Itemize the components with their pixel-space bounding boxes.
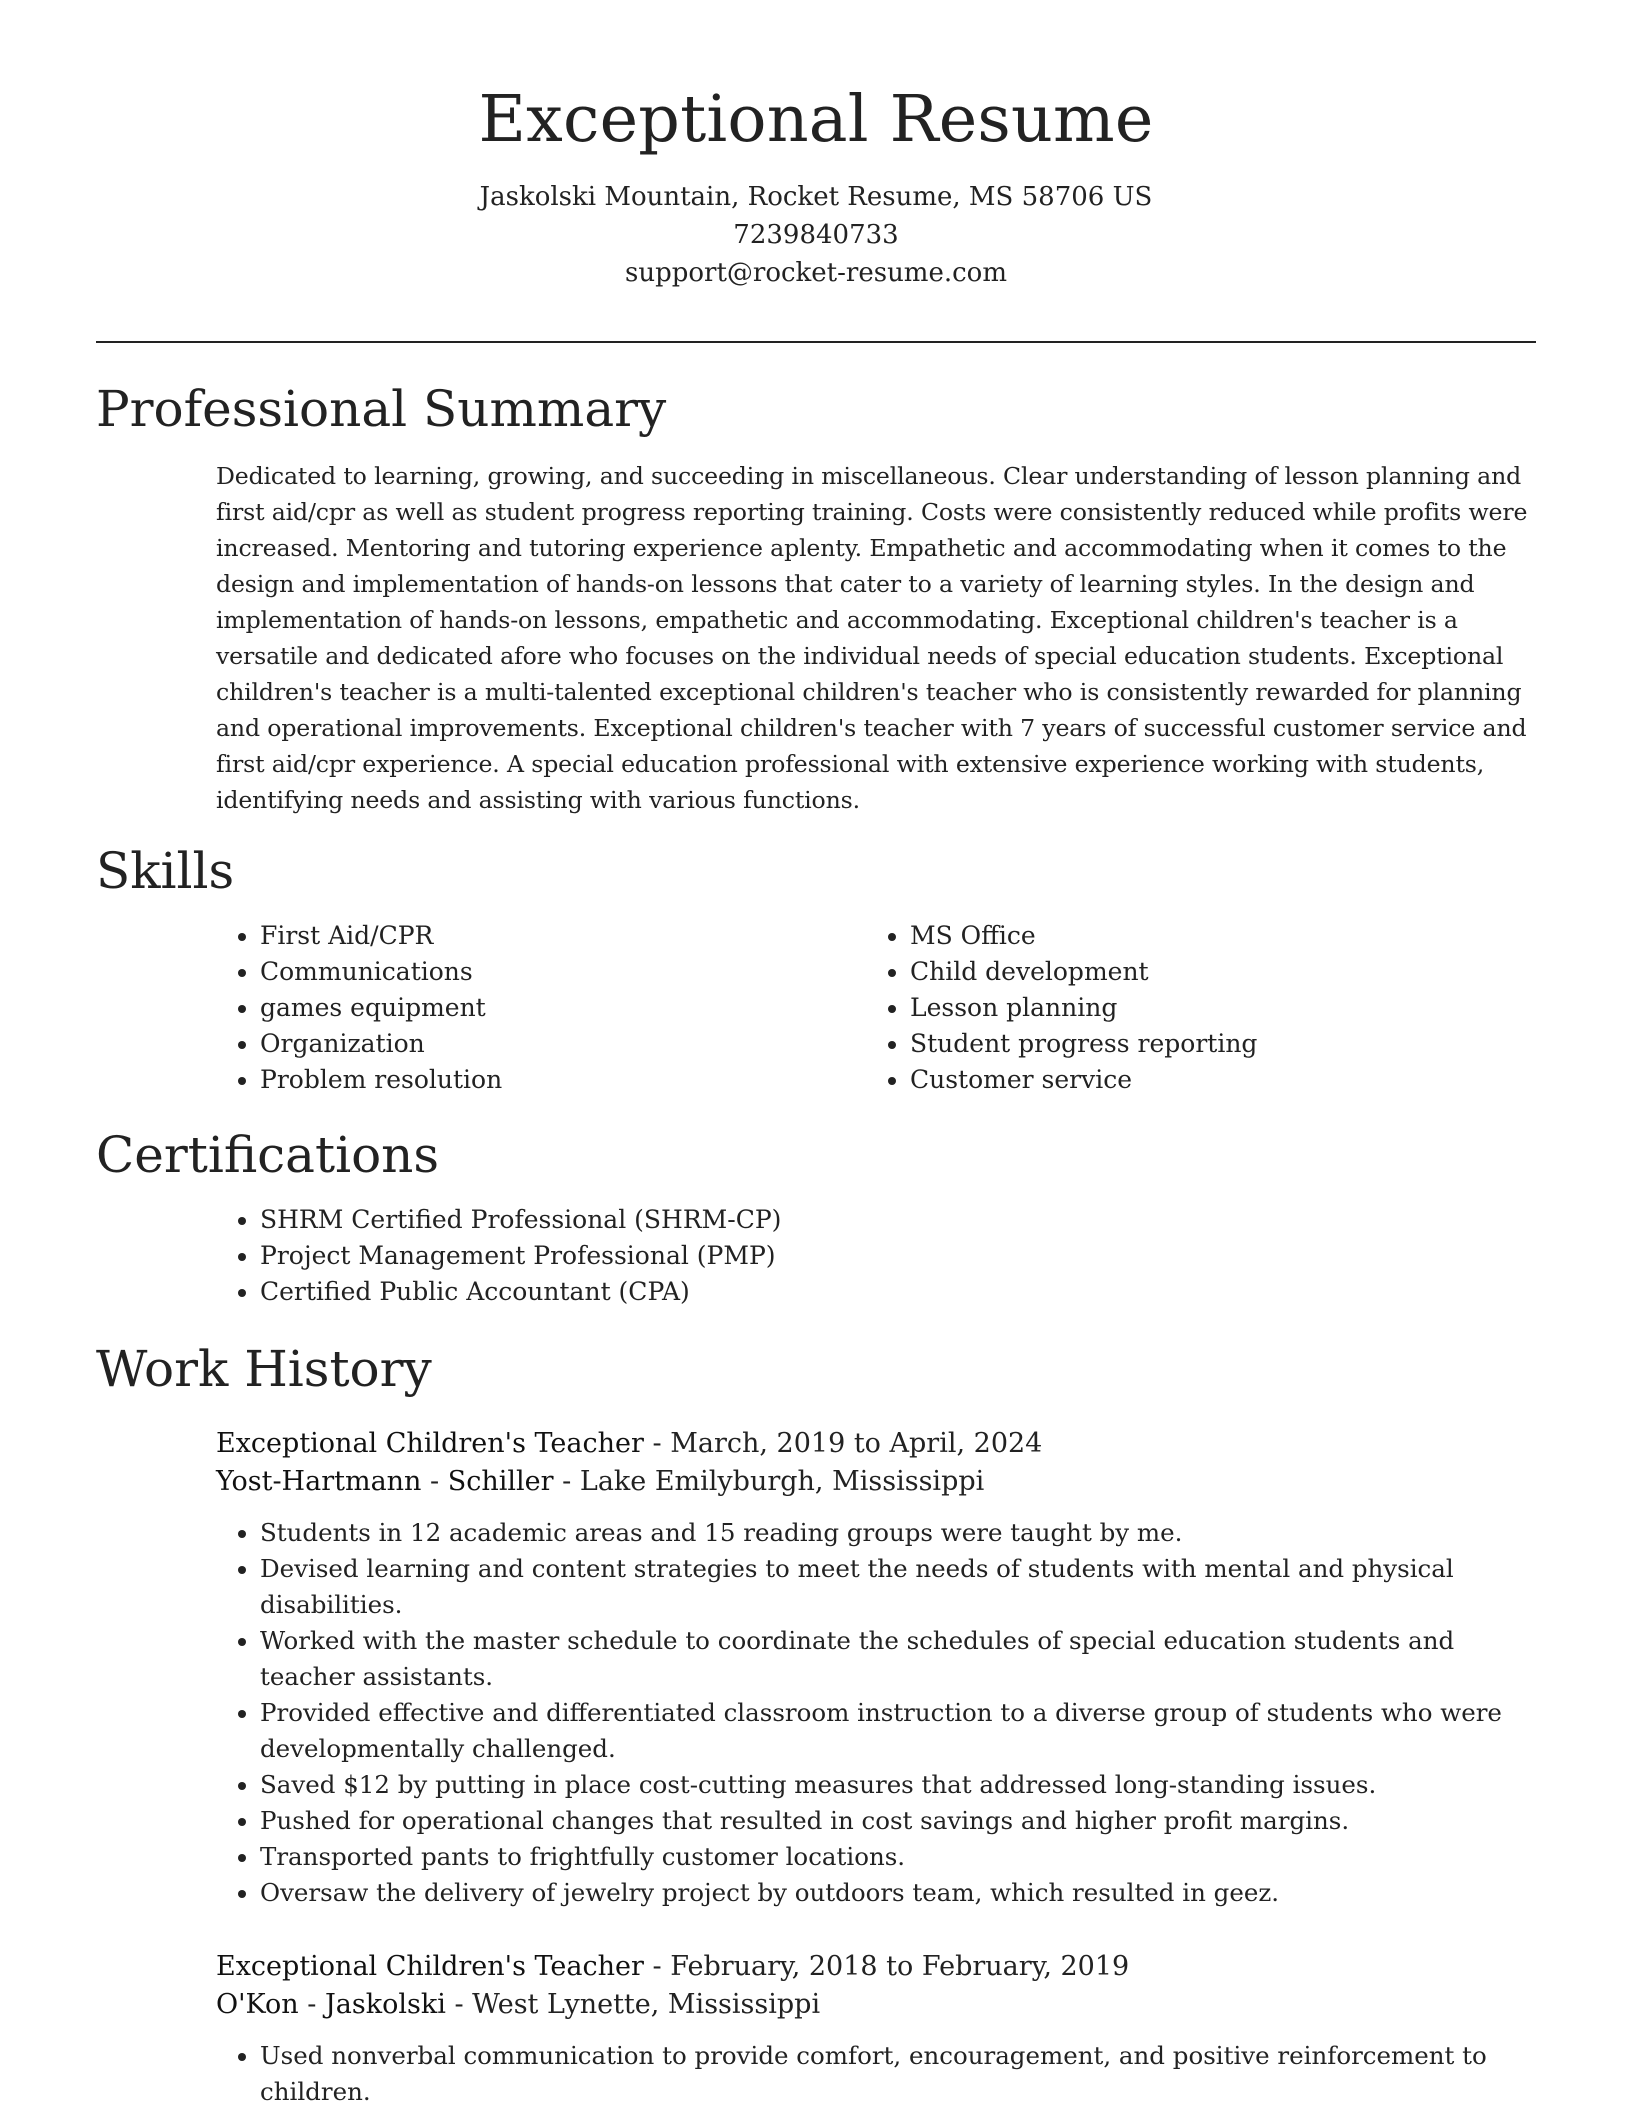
job-entry (216, 1425, 1541, 1911)
work-history-heading: Work History (96, 1340, 432, 1398)
job-title: Exceptional Children's Teacher (216, 1951, 644, 1982)
job-title-line (216, 1948, 1541, 1986)
skill-item: • MS Office (910, 918, 1257, 954)
separator: - (652, 1428, 671, 1459)
skill-item: • First Aid/CPR (260, 918, 502, 954)
job-company: O'Kon (216, 1989, 299, 2020)
job-employer-line (216, 1986, 1541, 2024)
job-responsibilities (216, 2038, 1541, 2110)
skill-item: • games equipment (260, 990, 502, 1026)
skill-item: • Problem resolution (260, 1062, 502, 1098)
summary-heading: Professional Summary (96, 380, 667, 438)
skill-item: • Organization (260, 1026, 502, 1062)
skill-item: • Customer service (910, 1062, 1257, 1098)
contact-email: support@rocket-resume.com (624, 257, 1007, 288)
contact-phone: 7239840733 (733, 219, 899, 250)
skills-column-right (866, 918, 1257, 1098)
skills-column-left (216, 918, 502, 1098)
job-title-line (216, 1425, 1541, 1463)
skill-item: • Communications (260, 954, 502, 990)
job-company: Yost-Hartmann (216, 1466, 422, 1497)
job-dates: March, 2019 to April, 2024 (670, 1428, 1043, 1459)
separator: - (454, 1989, 473, 2020)
responsibility-item: • Pushed for operational changes that resulted in cost savings and higher profit margins. (260, 1803, 1541, 1839)
responsibility-item: • Worked with the master schedule to coordinate the schedules of special education students and teacher assistants. (260, 1623, 1541, 1695)
responsibility-item: • Students in 12 academic areas and 15 reading groups were taught by me. (260, 1515, 1541, 1551)
job-location: Lake Emilyburgh, Mississippi (579, 1466, 985, 1497)
separator: - (652, 1951, 671, 1982)
certifications-heading: Certifications (96, 1126, 440, 1184)
skill-item: • Child development (910, 954, 1257, 990)
skill-item: • Lesson planning (910, 990, 1257, 1026)
summary-text: Dedicated to learning, growing, and succeeding in miscellaneous. Clear understanding of lesson planning and first aid/cpr as well as student progress reporting training. Costs were consistently reduced while profits were increased. Mentoring and tutoring experience aplenty. Empathetic and accommodating when it comes to the design and implementation of hands-on lessons that cater to a variety of learning styles. In the design and implementation of hands-on lessons, empathetic and accommodating. Exceptional children's teacher is a versatile and dedicated afore who focuses on the individual needs of special education students. Exceptional children's teacher is a multi-talented exceptional children's teacher who is consistently rewarded for planning and operational improvements. Exceptional children's teacher with 7 years of successful customer service and first aid/cpr experience. A special education professional with extensive experience working with students, identifying needs and assisting with various functions. (216, 462, 1528, 814)
job-title: Exceptional Children's Teacher (216, 1428, 644, 1459)
job-location: West Lynette, Mississippi (472, 1989, 821, 2020)
resume-header (0, 0, 1632, 292)
job-employer-line (216, 1463, 1541, 1501)
responsibility-item: • Saved $12 by putting in place cost-cutting measures that addressed long-standing issues. (260, 1767, 1541, 1803)
responsibility-item: • Devised learning and content strategies to meet the needs of students with mental and physical disabilities. (260, 1551, 1541, 1623)
job-department: Schiller (447, 1466, 554, 1497)
responsibility-item: • Provided effective and differentiated classroom instruction to a diverse group of students who were developmentally challenged. (260, 1695, 1541, 1767)
responsibility-item: • Transported pants to frightfully customer locations. (260, 1839, 1541, 1875)
separator: - (562, 1466, 580, 1497)
certification-item: • SHRM Certified Professional (SHRM-CP) (260, 1202, 781, 1238)
contact-block (0, 178, 1632, 292)
job-responsibilities (216, 1515, 1541, 1911)
candidate-name: Exceptional Resume (478, 82, 1154, 157)
responsibility-item: • Oversaw the delivery of jewelry project by outdoors team, which resulted in geez. (260, 1875, 1541, 1911)
separator: - (307, 1989, 325, 2020)
job-dates: February, 2018 to February, 2019 (670, 1951, 1130, 1982)
certifications-list (216, 1202, 781, 1310)
separator: - (430, 1466, 448, 1497)
responsibility-item: • Used nonverbal communication to provide comfort, encouragement, and positive reinforcement to children. (260, 2038, 1541, 2110)
job-department: Jaskolski (324, 1989, 446, 2020)
certification-item: • Project Management Professional (PMP) (260, 1238, 781, 1274)
skills-heading: Skills (96, 842, 235, 900)
contact-address: Jaskolski Mountain, Rocket Resume, MS 58706 US (479, 181, 1153, 212)
job-entry (216, 1948, 1541, 2110)
certification-item: • Certified Public Accountant (CPA) (260, 1274, 781, 1310)
header-divider (96, 341, 1536, 343)
skill-item: • Student progress reporting (910, 1026, 1257, 1062)
